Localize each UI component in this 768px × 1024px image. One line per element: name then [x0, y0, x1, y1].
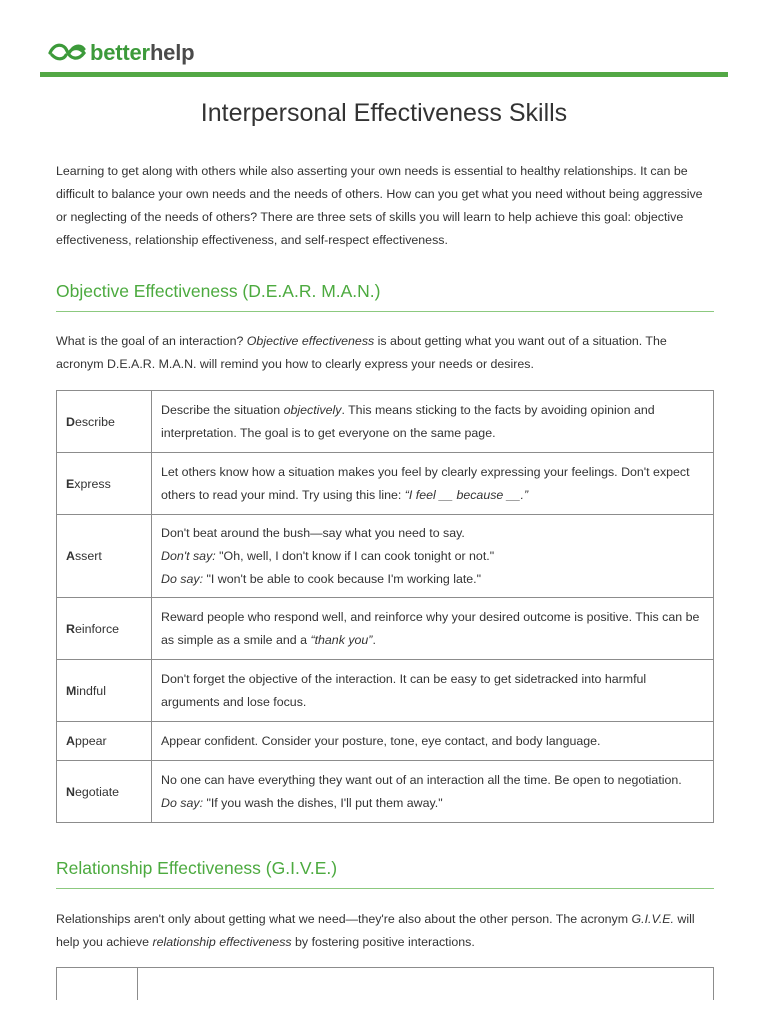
term-rest: ppear	[74, 734, 107, 748]
term-negotiate	[57, 761, 152, 823]
table-row	[57, 598, 714, 660]
objective-intro-text-2: is about getting what you want out of a situation. The acronym D.E.A.R. M.A.N. will remind you how to clearly express your needs or desires.	[56, 334, 667, 371]
term-mindful	[57, 660, 152, 722]
desc-line	[161, 545, 704, 568]
description-negotiate	[152, 761, 714, 823]
term-assert	[57, 515, 152, 598]
desc-text-2: . This means sticking to the facts by avoiding opinion and interpretation. The goal is to get everyone on the same page.	[161, 402, 655, 440]
desc-emphasis: “thank you”	[310, 632, 373, 647]
header-divider	[40, 72, 728, 77]
desc-text: Describe the situation	[161, 402, 284, 417]
desc-text: "Oh, well, I don't know if I can cook tonight or not."	[215, 548, 495, 563]
relationship-intro-text-2: will help you achieve	[56, 912, 695, 949]
term-rest: einforce	[74, 621, 120, 636]
term-rest: xpress	[74, 476, 111, 491]
desc-emphasis: Don't say:	[161, 548, 216, 563]
term-initial: A	[66, 734, 75, 748]
relationship-intro-emphasis: G.I.V.E.	[631, 912, 674, 926]
section-heading-objective: Objective Effectiveness (D.E.A.R. M.A.N.)	[56, 281, 714, 312]
desc-emphasis: Do say:	[161, 795, 204, 810]
relationship-intro-text: Relationships aren't only about getting what we need—they're also about the other person. The acronym	[56, 912, 632, 926]
table-row	[57, 761, 714, 823]
objective-intro-text: What is the goal of an interaction?	[56, 334, 247, 348]
table-row	[57, 391, 714, 453]
desc-line	[161, 568, 704, 591]
brand-name-better: better	[90, 40, 150, 65]
relationship-intro-text-3: by fostering positive interactions.	[291, 935, 475, 949]
description-mindful: Don't forget the objective of the interaction. It can be easy to get sidetracked into harmful arguments and lose focus.	[152, 660, 714, 722]
desc-text: Reward people who respond well, and reinforce why your desired outcome is positive. This can be as simple as a smile and a	[161, 609, 700, 647]
desc-text: Let others know how a situation makes you feel by clearly expressing your feelings. Don't expect others to read your mind. Try using this line:	[161, 464, 690, 502]
desc-line: Don't beat around the bush—say what you need to say.	[161, 525, 465, 540]
term-express	[57, 453, 152, 515]
term-rest: egotiate	[74, 784, 120, 799]
term-rest: ssert	[74, 549, 102, 563]
site-header	[0, 0, 768, 80]
term-initial: R	[66, 621, 75, 636]
term-initial: N	[66, 784, 75, 799]
brand-name	[90, 40, 194, 66]
brand-logo[interactable]	[48, 38, 194, 68]
term-initial: A	[66, 549, 75, 563]
intro-paragraph: Learning to get along with others while also asserting your own needs is essential to healthy relationships. It can be difficult to balance your own needs and the needs of others. How can you get what you need without being aggressive or neglecting of the needs of others? There are three sets of skills you will learn to help achieve this goal: objective effectiveness, relationship effectiveness, and self-respect effectiveness.	[56, 164, 703, 247]
term-initial: M	[66, 683, 77, 698]
objective-intro-emphasis: Objective effectiveness	[246, 334, 375, 348]
page-title: Interpersonal Effectiveness Skills	[200, 99, 568, 127]
desc-emphasis: objectively	[283, 402, 342, 417]
desc-line: No one can have everything they want out of an interaction all the time. Be open to negotiation.	[161, 772, 682, 787]
relationship-intro-emphasis-2: relationship effectiveness	[152, 935, 292, 949]
objective-intro-paragraph	[56, 330, 716, 376]
relationship-intro-paragraph	[56, 908, 716, 954]
description-assert	[152, 515, 714, 598]
leaf-logo-icon	[48, 41, 86, 65]
table-row	[57, 515, 714, 598]
term-initial: D	[66, 414, 75, 429]
table-row	[57, 722, 714, 761]
desc-text-2: .	[372, 632, 376, 647]
brand-name-help: help	[149, 40, 195, 65]
give-table	[56, 967, 714, 1000]
desc-text: "I won't be able to cook because I'm working late."	[203, 571, 482, 586]
table-row	[57, 660, 714, 722]
description-appear: Appear confident. Consider your posture, tone, eye contact, and body language.	[152, 722, 714, 761]
dear-man-table	[56, 390, 714, 823]
term-rest: escribe	[74, 414, 115, 429]
desc-emphasis: “I feel __ because __.”	[404, 487, 529, 502]
term-rest: indful	[76, 683, 106, 698]
description-reinforce	[152, 598, 714, 660]
section-heading-relationship: Relationship Effectiveness (G.I.V.E.)	[56, 858, 714, 889]
table-row	[57, 968, 714, 1001]
term-reinforce	[57, 598, 152, 660]
description-express	[152, 453, 714, 515]
desc-text: "If you wash the dishes, I'll put them away."	[203, 795, 443, 810]
desc-emphasis: Do say:	[161, 571, 204, 586]
description-describe	[152, 391, 714, 453]
give-term-cell	[57, 968, 138, 1001]
desc-line	[161, 792, 704, 815]
term-describe	[57, 391, 152, 453]
term-initial: E	[66, 476, 75, 491]
give-description-cell	[138, 968, 714, 1001]
table-row	[57, 453, 714, 515]
term-appear	[57, 722, 152, 761]
